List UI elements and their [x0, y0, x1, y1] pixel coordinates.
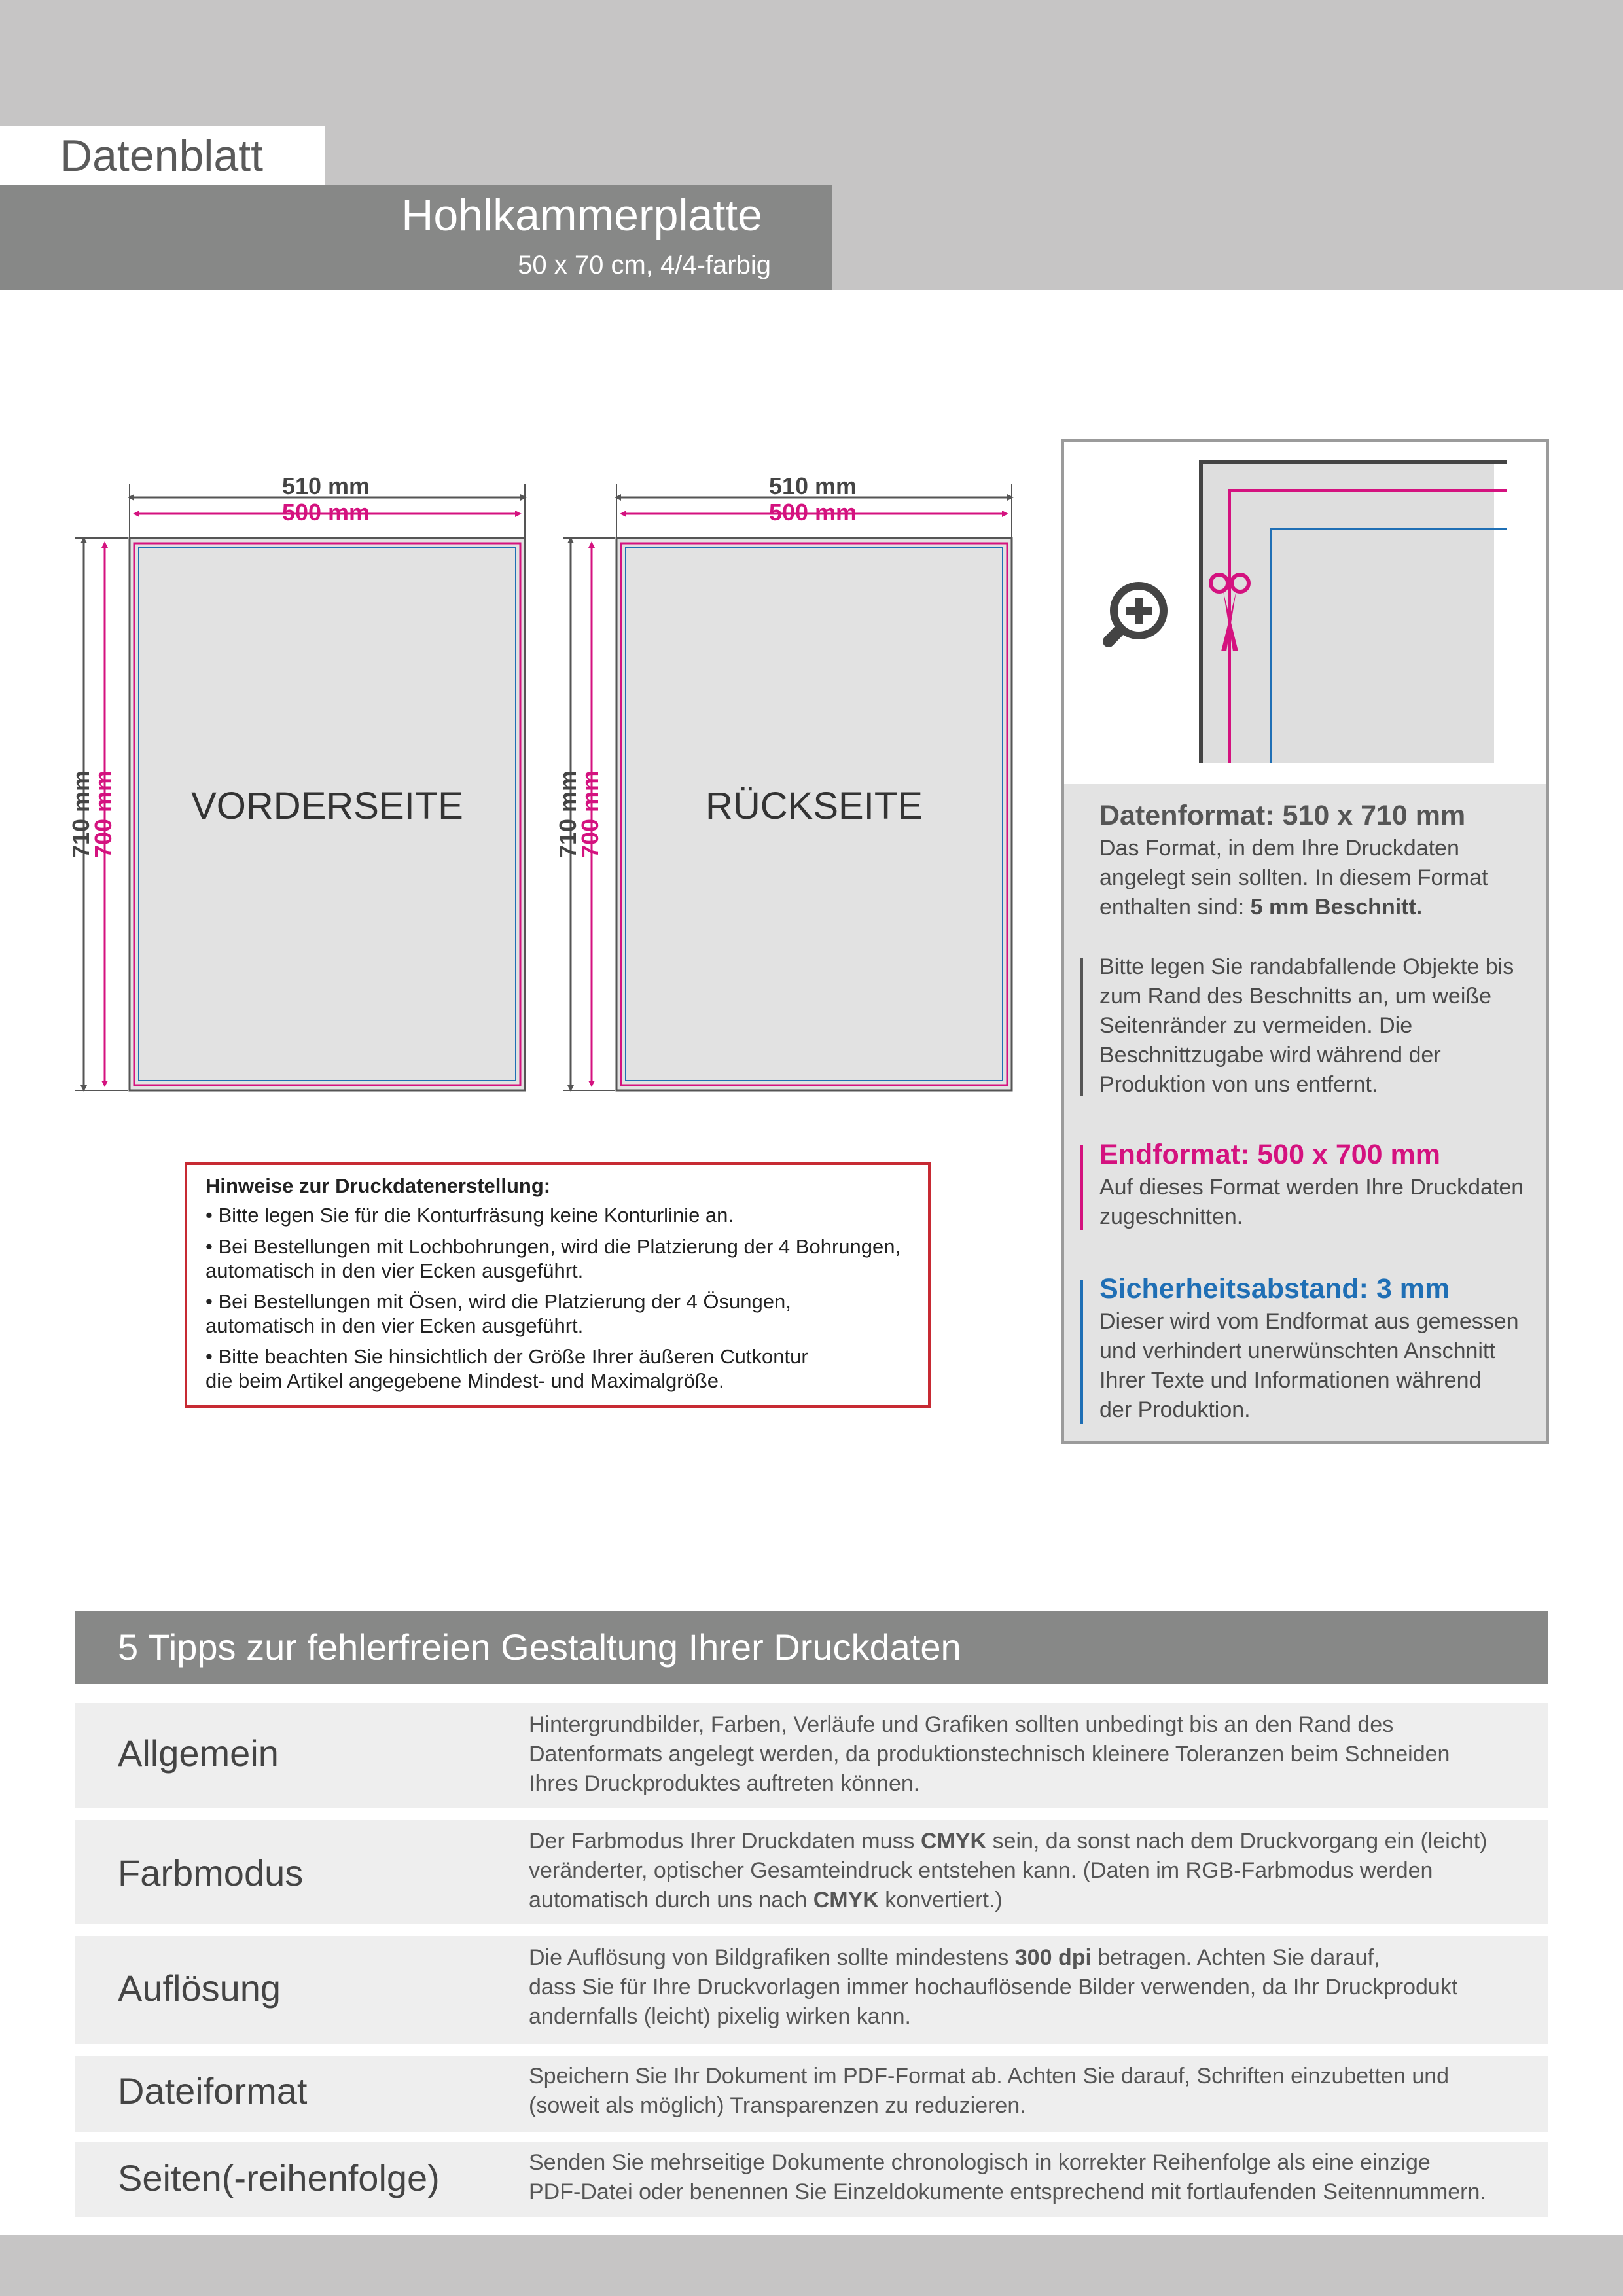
page-title: Hohlkammerplatte [401, 190, 762, 240]
bleed-text: Bitte legen Sie randabfallende Objekte bis zum Rand des Beschnitts an, um weiße Seitenränder zu vermeiden. Die Beschnittzugabe wird während der Produktion von uns entfernt. [1099, 954, 1514, 1097]
format-diagram [0, 0, 1047, 1113]
safety-text: Dieser wird vom Endformat aus gemessen und verhindert unerwünschten Anschnitt Ihrer Texte und Informationen während der Produktion. [1099, 1309, 1519, 1422]
magnifier-icon [1109, 586, 1164, 641]
back-label: RÜCKSEITE [705, 785, 923, 827]
tips-title: 5 Tipps zur fehlerfreien Gestaltung Ihrer Druckdaten [118, 1626, 961, 1668]
datenformat-text: Das Format, in dem Ihre Druckdaten angelegt sein sollten. In diesem Format enthalten sind: 5 mm Beschnitt. [1099, 836, 1488, 920]
datenformat-title: Datenformat: 510 x 710 mm [1099, 800, 1466, 831]
front-height-data: 710 mm [67, 770, 94, 859]
print-notes-title: Hinweise zur Druckdatenerstellung: [205, 1174, 551, 1197]
back-width-data: 510 mm [768, 473, 857, 499]
front-label: VORDERSEITE [191, 785, 463, 827]
datenblatt-label: Datenblatt [60, 131, 263, 181]
tip-text: Der Farbmodus Ihrer Druckdaten muss CMYK sein, da sonst nach dem Druckvorgang ein (leicht) veränderter, optischer Gesamteindruck entstehen kann. (Daten im RGB-Farbmodus werden automatisch durch uns nach CMYK konvertiert.) [529, 1829, 1488, 1912]
front-width-end: 500 mm [281, 499, 370, 526]
tip-text: Senden Sie mehrseitige Dokumente chronologisch in korrekter Reihenfolge als eine einzige PDF-Datei oder benennen Sie Einzeldokumente entsprechend mit fortlaufenden Seitennummern. [529, 2150, 1486, 2204]
bleed-accent-bar [1080, 958, 1083, 1096]
endformat-accent-bar [1080, 1145, 1083, 1230]
page-subtitle: 50 x 70 cm, 4/4-farbig [518, 251, 771, 279]
note-item: • Bitte legen Sie für die Konturfräsung keine Konturlinie an. [205, 1204, 734, 1227]
tip-text: Die Auflösung von Bildgrafiken sollte mindestens 300 dpi betragen. Achten Sie darauf, dass Sie für Ihre Druckvorlagen immer hochauflösende Bilder verwenden, da Ihr Druckprodukt andernfalls (leicht) pixelig wirken kann. [529, 1945, 1458, 2029]
back-height-data: 710 mm [554, 770, 581, 859]
tip-label: Dateiformat [118, 2070, 308, 2111]
tip-label: Farbmodus [118, 1852, 304, 1893]
front-width-data: 510 mm [281, 473, 370, 499]
endformat-text: Auf dieses Format werden Ihre Druckdaten zugeschnitten. [1099, 1175, 1524, 1229]
note-item: • Bei Bestellungen mit Ösen, wird die Platzierung der 4 Ösungen, automatisch in den vier Ecken ausgeführt. [205, 1290, 791, 1337]
front-height-end: 700 mm [90, 770, 116, 859]
tip-text: Hintergrundbilder, Farben, Verläufe und Grafiken sollten unbedingt bis an den Rand des Datenformats angelegt werden, da produktionstechnisch kleinere Toleranzen beim Schneiden Ihres Druckproduktes auftreten können. [529, 1712, 1450, 1796]
tip-label: Seiten(-reihenfolge) [118, 2157, 440, 2198]
tip-text: Speichern Sie Ihr Dokument im PDF-Format ab. Achten Sie darauf, Schriften einzubetten und (soweit als möglich) Transparenzen zu reduzieren. [529, 2064, 1450, 2118]
back-width-end: 500 mm [768, 499, 857, 526]
note-item: • Bei Bestellungen mit Lochbohrungen, wird die Platzierung der 4 Bohrungen, automatisch in den vier Ecken ausgeführt. [205, 1235, 901, 1282]
tip-label: Allgemein [118, 1732, 279, 1774]
endformat-title: Endformat: 500 x 700 mm [1099, 1139, 1440, 1170]
safety-accent-bar [1080, 1280, 1083, 1424]
back-height-end: 700 mm [577, 770, 603, 859]
note-item: • Bitte beachten Sie hinsichtlich der Größe Ihrer äußeren Cutkontur die beim Artikel angegebene Mindest- und Maximalgröße. [205, 1345, 808, 1392]
footer-band [0, 2235, 1623, 2296]
safety-title: Sicherheitsabstand: 3 mm [1099, 1273, 1450, 1304]
tip-label: Auflösung [118, 1967, 281, 2009]
bleed-zoom-illustration [1064, 442, 1546, 784]
